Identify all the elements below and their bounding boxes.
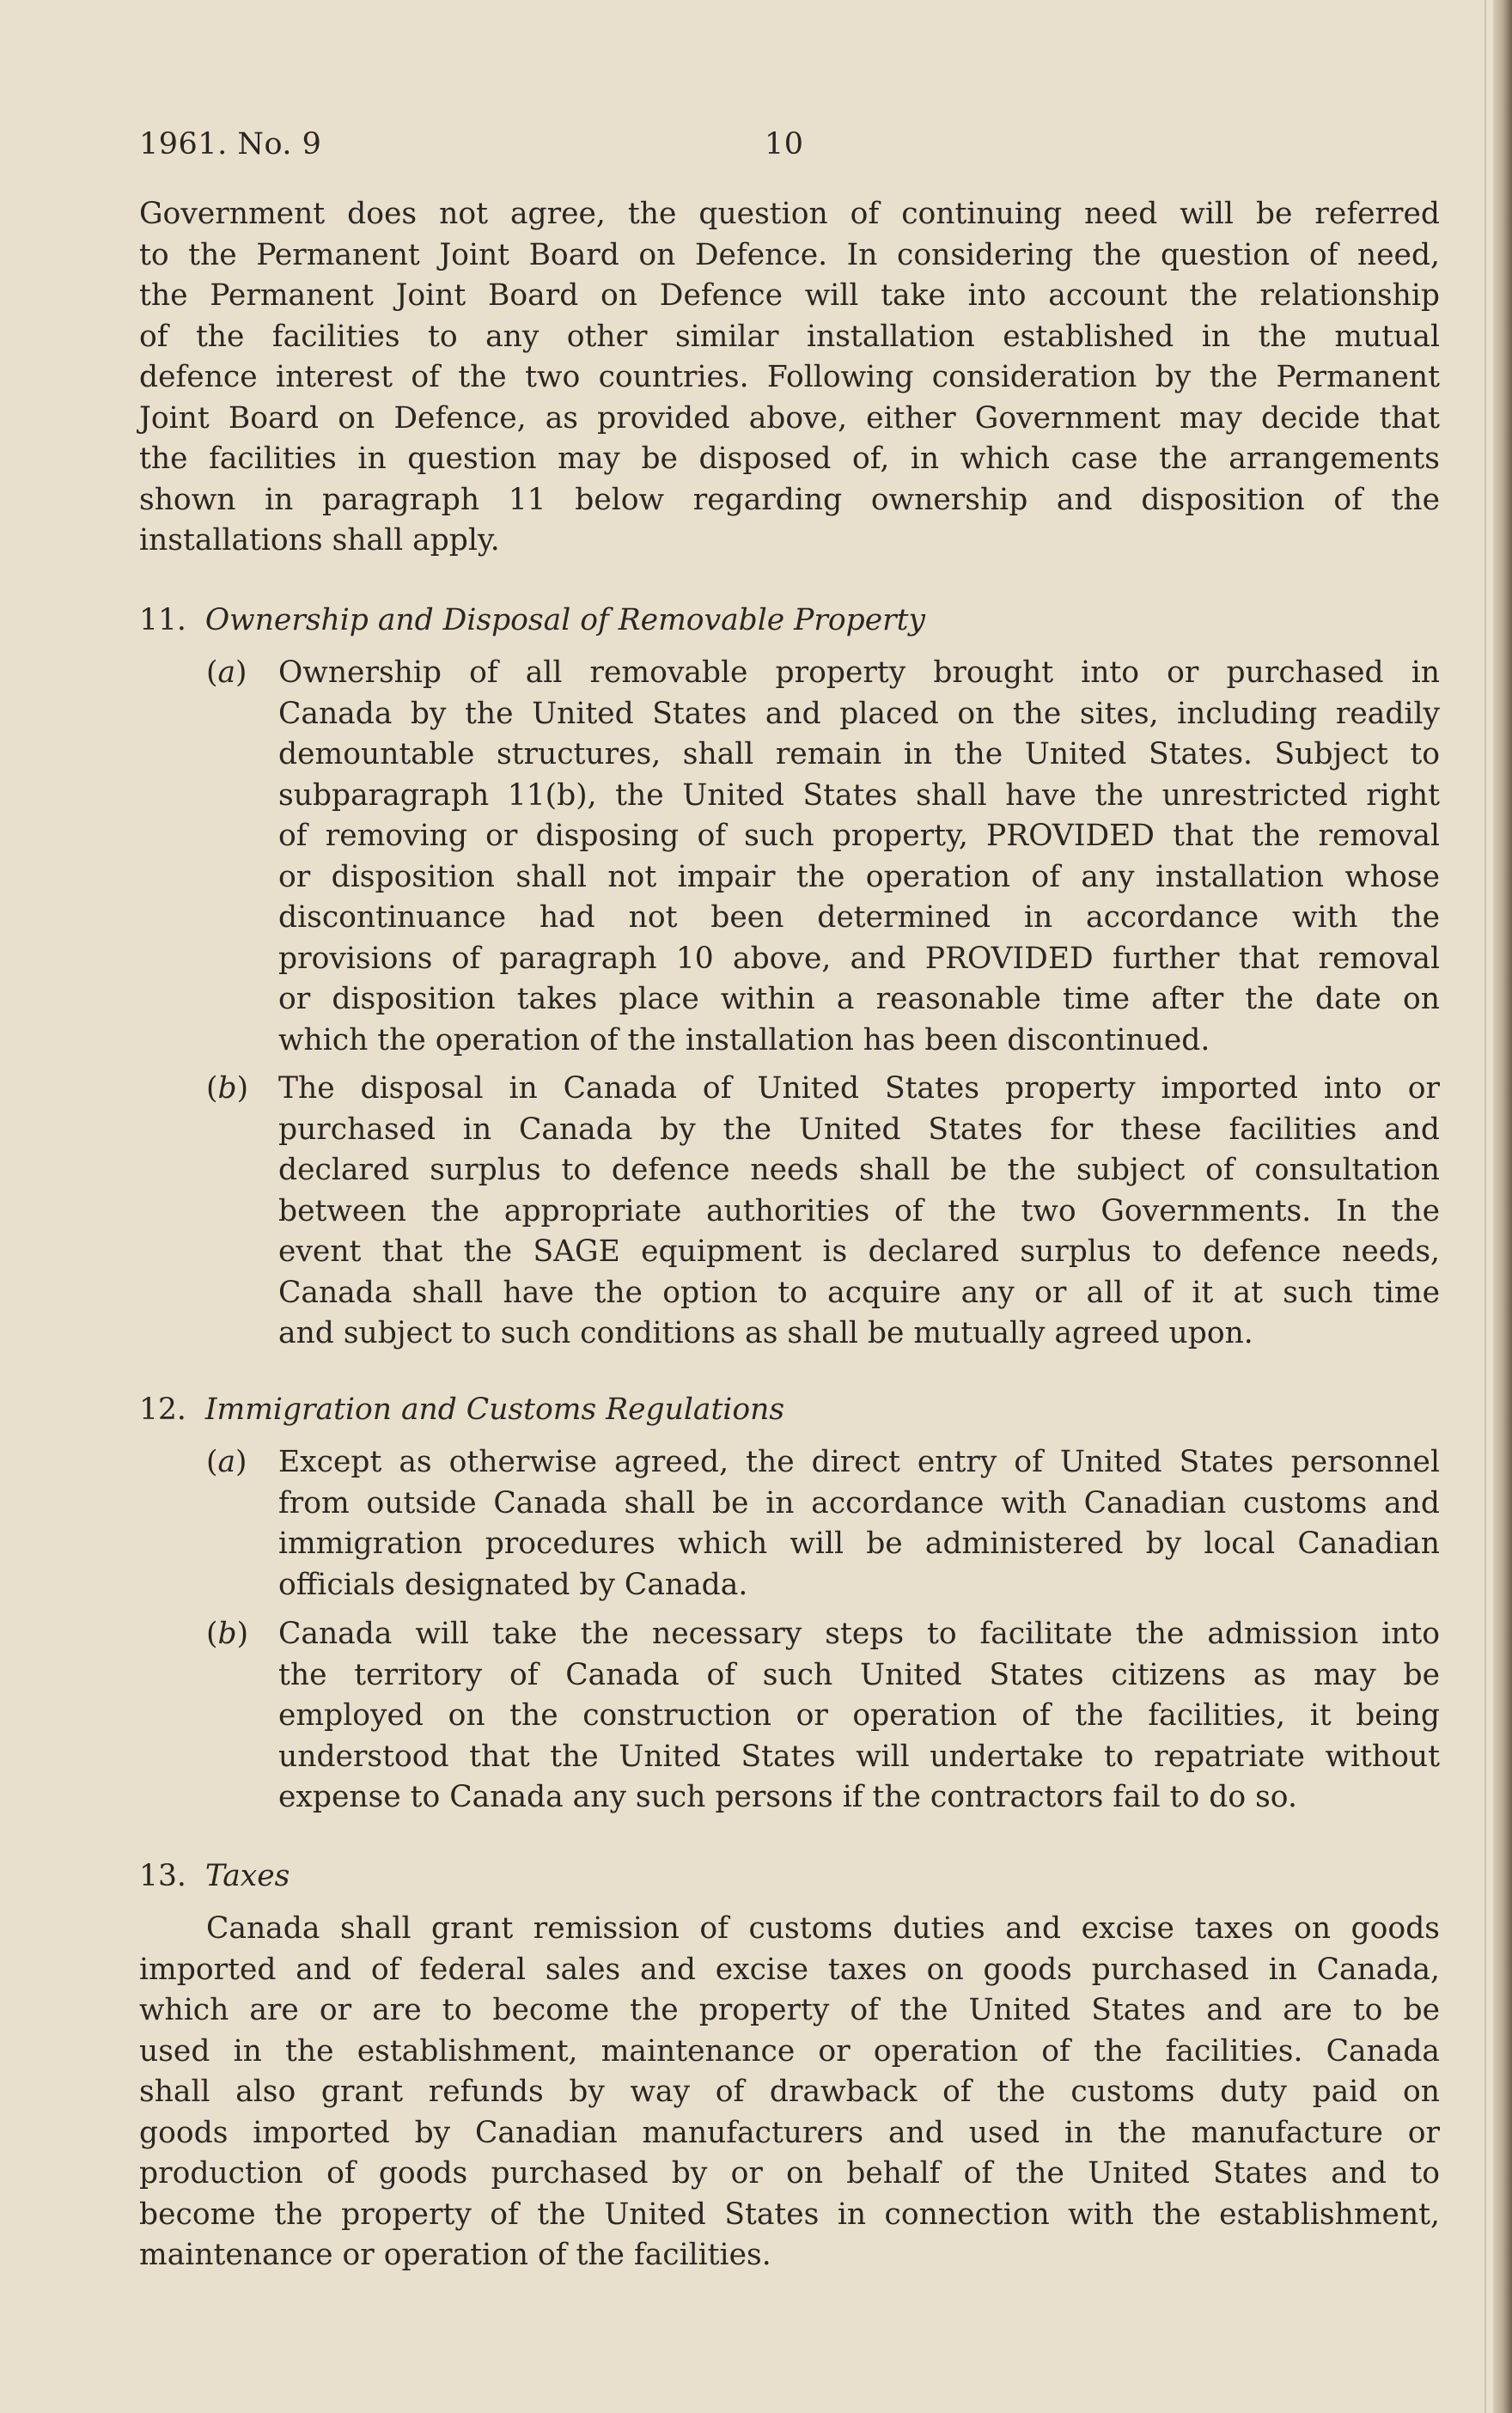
text-line: the territory of Canada of such United States citizens as may be — [278, 1657, 1440, 1692]
section-number: 13. — [139, 1859, 186, 1893]
text-line: goods imported by Canadian manufacturers and used in the manufacture or — [139, 2115, 1440, 2150]
intro-paragraph — [139, 194, 1440, 562]
text-line: immigration procedures which will be administered by local Canadian — [278, 1526, 1440, 1561]
text-line: declared surplus to defence needs shall be the subject of consultation — [278, 1153, 1440, 1187]
section-number: 11. — [139, 603, 186, 637]
text-line: employed on the construction or operation of the facilities, it being — [278, 1698, 1440, 1733]
text-line: discontinuance had not been determined in accordance with the — [278, 900, 1440, 935]
text-line: Canada shall grant remission of customs duties and excise taxes on goods — [206, 1911, 1440, 1946]
text-line: Ownership of all removable property brought into or purchased in — [278, 655, 1440, 690]
subparagraph-letter: b — [217, 1617, 237, 1651]
text-line: of the facilities to any other similar installation established in the mutual — [139, 319, 1440, 354]
text-line: production of goods purchased by or on behalf of the United States and to — [139, 2156, 1440, 2191]
section-title: Taxes — [204, 1859, 290, 1893]
subparagraph-label: (a) — [206, 655, 247, 690]
text-line: maintenance or operation of the facilities. — [139, 2238, 771, 2272]
text-line: Government does not agree, the question of continuing need will be referred — [139, 197, 1440, 231]
text-line: expense to Canada any such persons if the contractors fail to do so. — [278, 1780, 1297, 1814]
text-line: or disposition shall not impair the operation of any installation whose — [278, 859, 1440, 894]
text-line: which are or are to become the property of the United States and are to be — [139, 1993, 1440, 2027]
text-line: installations shall apply. — [139, 523, 500, 558]
text-line: demountable structures, shall remain in the United States. Subject to — [278, 737, 1440, 771]
text-line: provisions of paragraph 10 above, and PROVIDED further that removal — [278, 941, 1440, 976]
text-line: the Permanent Joint Board on Defence will take into account the relationship — [139, 278, 1440, 313]
section-title: Immigration and Customs Regulations — [204, 1392, 785, 1427]
page-header — [139, 127, 804, 161]
document-reference: 1961. No. 9 — [139, 127, 322, 161]
text-line: the facilities in question may be disposed of, in which case the arrangements — [139, 442, 1440, 476]
subparagraph-letter: a — [217, 1445, 236, 1479]
subparagraph-letter: b — [217, 1071, 237, 1106]
section-12a-text — [278, 1442, 1440, 1606]
section-11-heading — [139, 600, 925, 642]
text-line: shown in paragraph 11 below regarding ownership and disposition of the — [139, 482, 1440, 517]
page-edge — [1493, 0, 1512, 2413]
section-12b-text — [278, 1614, 1440, 1819]
page-number: 10 — [765, 127, 804, 161]
text-line: The disposal in Canada of United States property imported into or — [278, 1071, 1440, 1106]
text-line: event that the SAGE equipment is declared surplus to defence needs, — [278, 1234, 1440, 1269]
section-13-heading — [139, 1856, 290, 1898]
section-number: 12. — [139, 1392, 186, 1427]
section-12-heading — [139, 1390, 784, 1431]
text-line: subparagraph 11(b), the United States shall have the unrestricted right — [278, 777, 1440, 813]
text-line: Joint Board on Defence, as provided above, either Government may decide that — [139, 400, 1440, 436]
text-line: defence interest of the two countries. Following consideration by the Permanent — [139, 360, 1440, 394]
text-line: Canada by the United States and placed on the sites, including readily — [278, 696, 1440, 731]
section-13-text — [139, 1909, 1440, 2276]
text-line: become the property of the United States in connection with the establishment, — [139, 2197, 1440, 2232]
subparagraph-letter: a — [217, 655, 236, 690]
text-line: shall also grant refunds by way of drawback of the customs duty paid on — [139, 2075, 1440, 2109]
section-title: Ownership and Disposal of Removable Property — [204, 603, 925, 637]
text-line: and subject to such conditions as shall be mutually agreed upon. — [278, 1316, 1253, 1350]
section-11b-text — [278, 1069, 1440, 1355]
text-line: officials designated by Canada. — [278, 1567, 748, 1602]
text-line: purchased in Canada by the United States for these facilities and — [278, 1112, 1440, 1147]
text-line: to the Permanent Joint Board on Defence. In considering the question of need, — [139, 237, 1440, 272]
page-edge-shadow — [1485, 0, 1486, 2413]
text-line: Canada will take the necessary steps to facilitate the admission into — [278, 1617, 1440, 1651]
section-11a-text — [278, 653, 1440, 1061]
text-line: understood that the United States will undertake to repatriate without — [278, 1739, 1440, 1774]
text-line: of removing or disposing of such property, PROVIDED that the removal — [278, 819, 1440, 853]
text-line: Except as otherwise agreed, the direct entry of United States personnel — [278, 1445, 1440, 1479]
text-line: which the operation of the installation has been discontinued. — [278, 1022, 1210, 1057]
text-line: between the appropriate authorities of the two Governments. In the — [278, 1193, 1440, 1228]
text-line: Canada shall have the option to acquire any or all of it at such time — [278, 1275, 1440, 1310]
subparagraph-label: (b) — [206, 1071, 249, 1106]
subparagraph-label: (a) — [206, 1445, 247, 1479]
subparagraph-label: (b) — [206, 1617, 249, 1651]
text-line: from outside Canada shall be in accordance with Canadian customs and — [278, 1485, 1440, 1520]
text-line: used in the establishment, maintenance or operation of the facilities. Canada — [139, 2033, 1440, 2069]
text-line: imported and of federal sales and excise taxes on goods purchased in Canada, — [139, 1952, 1440, 1987]
text-line: or disposition takes place within a reasonable time after the date on — [278, 982, 1440, 1016]
